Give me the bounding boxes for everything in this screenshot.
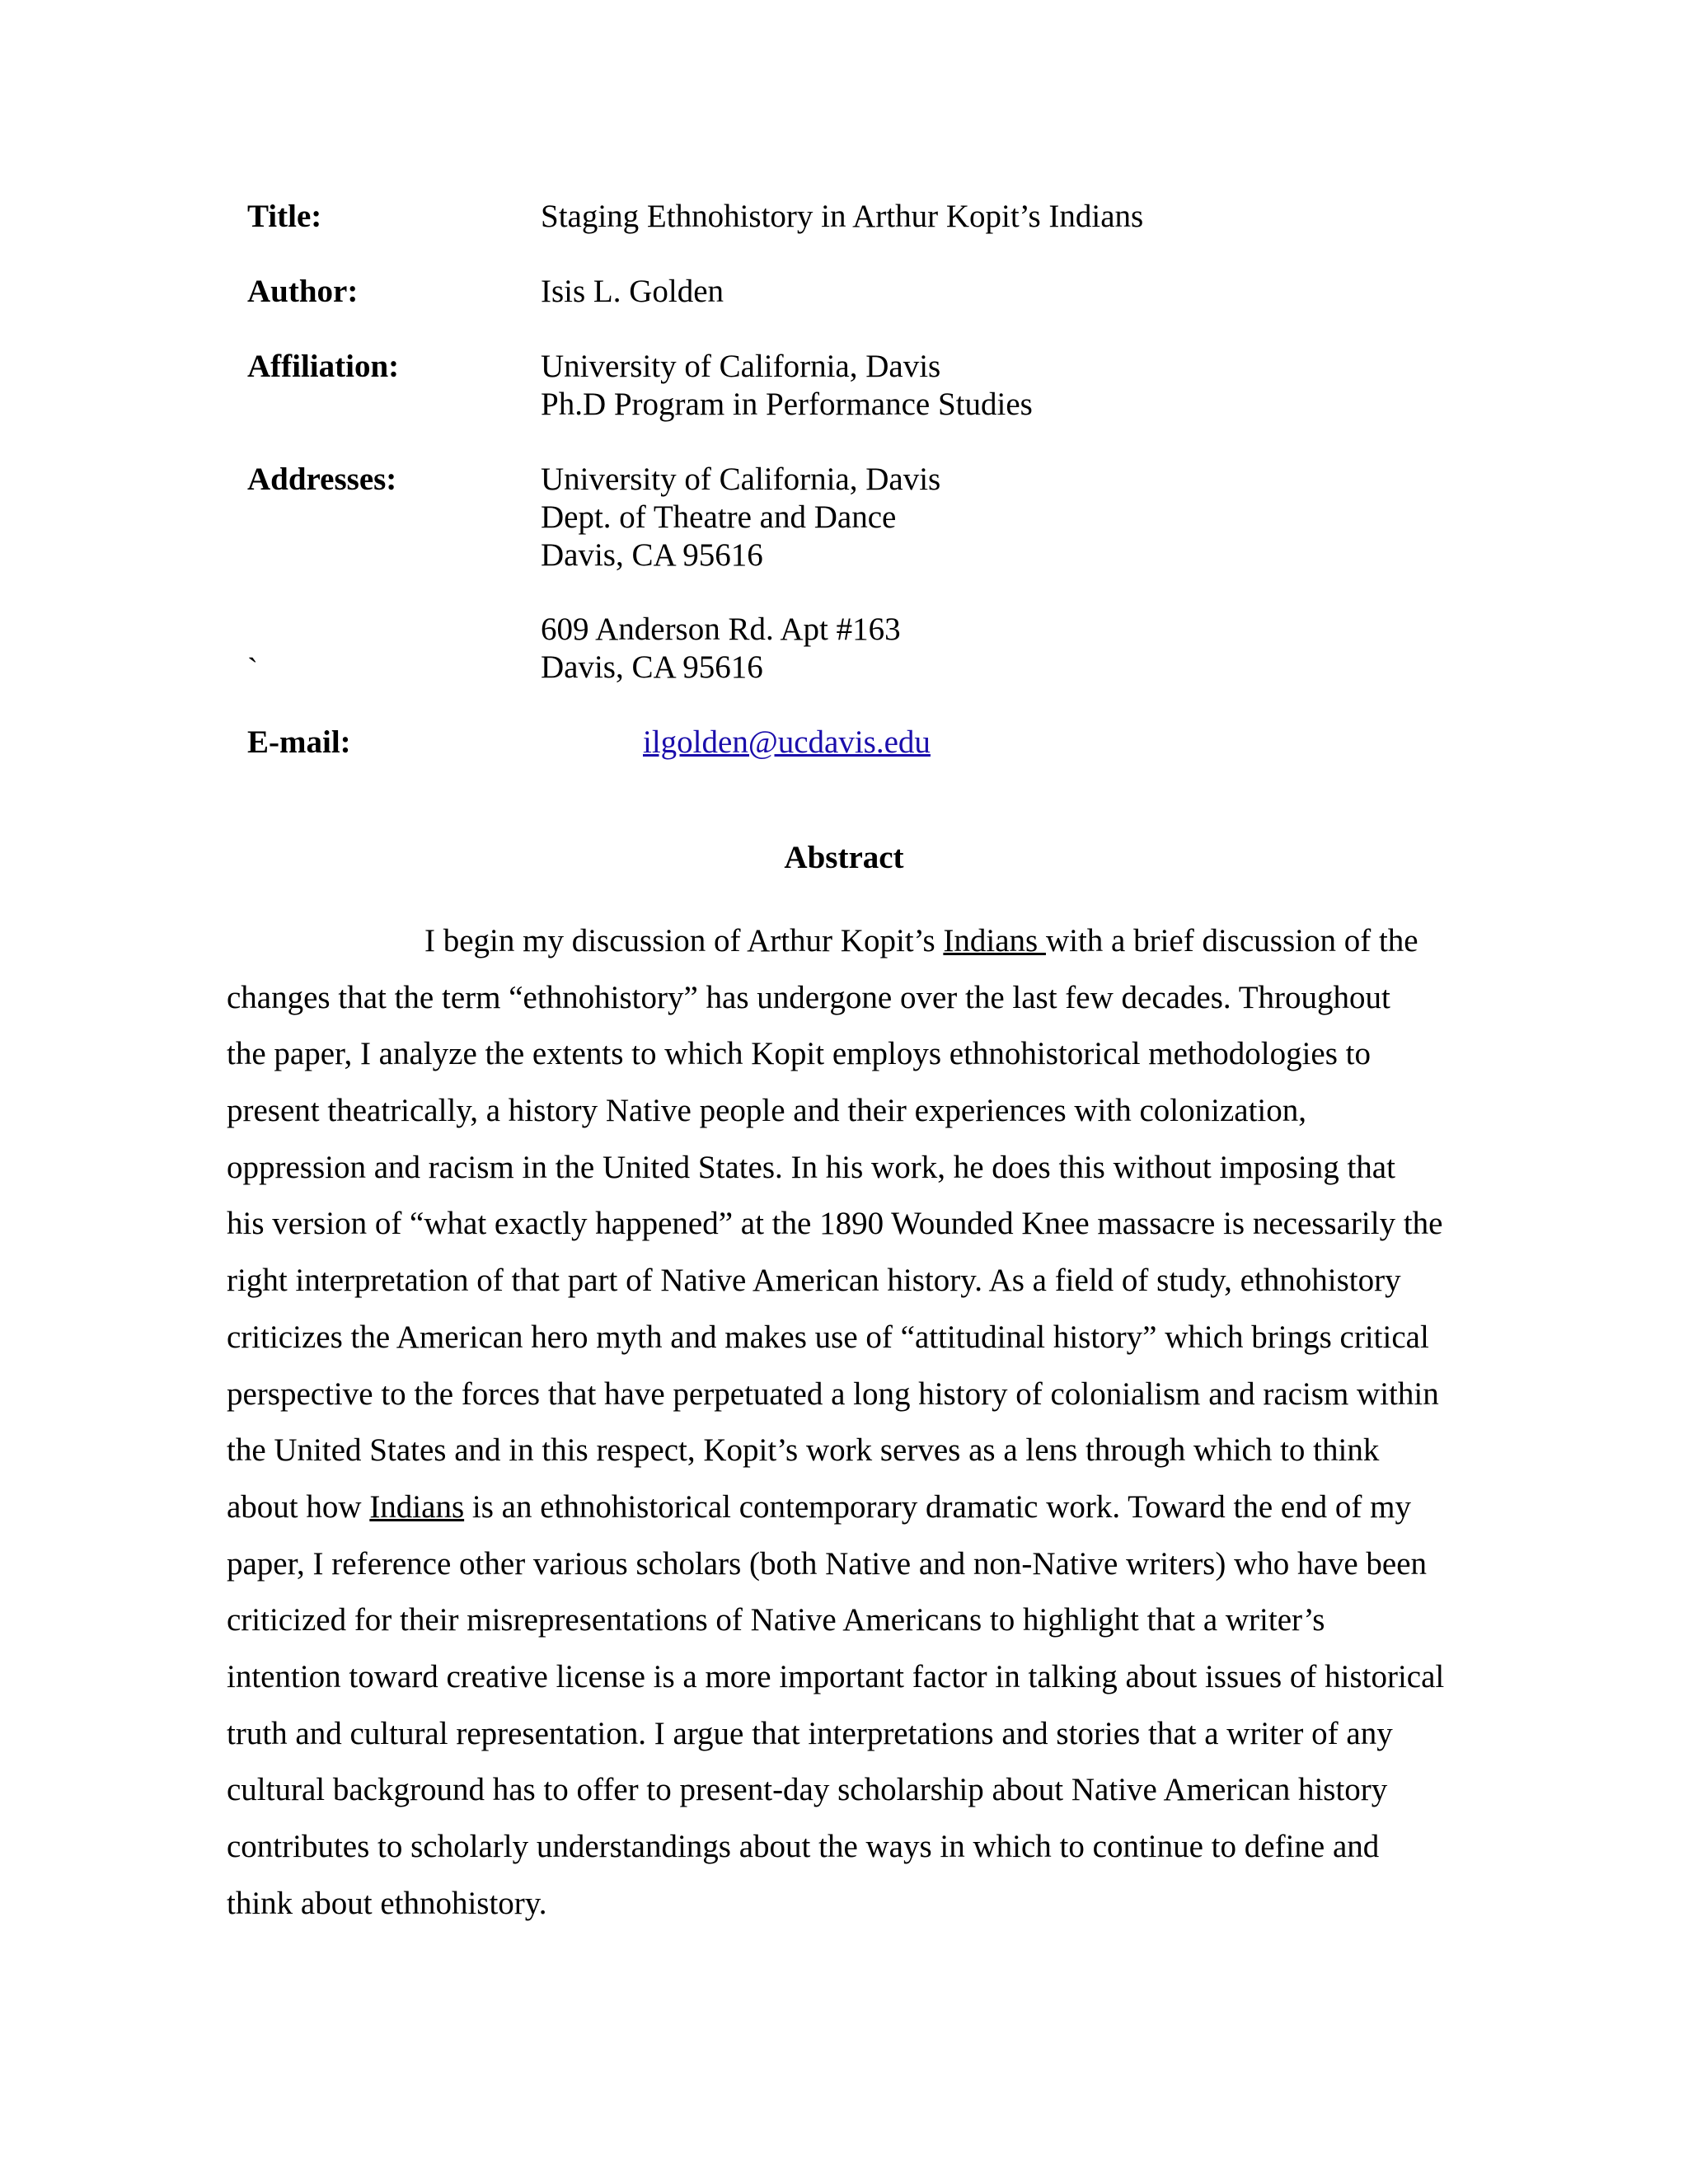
abstract-line: the paper, I analyze the extents to which Kopit employs ethnohistorical methodologies to	[227, 1036, 1372, 1072]
abstract-line: contributes to scholarly understandings about the ways in which to continue to define and	[227, 1829, 1380, 1864]
abstract-line: truth and cultural representation. I argue that interpretations and stories that a writer of any	[227, 1715, 1393, 1751]
abstract-line: his version of “what exactly happened” at the 1890 Wounded Knee massacre is necessarily the	[227, 1206, 1443, 1242]
abstract-line: paper, I reference other various scholars (both Native and non-Native writers) who have been	[227, 1545, 1428, 1582]
abstract-line: criticized for their misrepresentations of Native Americans to highlight that a writer’s	[227, 1602, 1325, 1638]
affiliation-value-block	[541, 348, 1033, 424]
abstract-line: intention toward creative license is a more important factor in talking about issues of historical	[227, 1658, 1445, 1694]
affiliation-label: Affiliation:	[247, 349, 400, 384]
addresses-label: Addresses:	[247, 462, 397, 497]
address-line: Davis, CA 95616	[541, 537, 763, 573]
author-value: Isis L. Golden	[541, 274, 724, 309]
title-label: Title:	[247, 199, 322, 234]
abstract-line: changes that the term “ethnohistory” has undergone over the last few decades. Throughout	[227, 979, 1390, 1015]
abstract-play-title: Indians	[369, 1488, 465, 1525]
address-line: Davis, CA 95616	[541, 649, 763, 685]
abstract-body	[227, 913, 1463, 1932]
abstract-line: right interpretation of that part of Native American history. As a field of study, ethnohistory	[227, 1263, 1401, 1299]
address-line: University of California, Davis	[541, 462, 941, 497]
author-label: Author:	[247, 274, 359, 309]
affiliation-line: University of California, Davis	[541, 349, 941, 384]
address-line: 609 Anderson Rd. Apt #163	[541, 612, 901, 647]
abstract-text: is an ethnohistorical contemporary dramatic work. Toward the end of my	[464, 1488, 1412, 1525]
author-value-block	[541, 273, 724, 311]
title-value: Staging Ethnohistory in Arthur Kopit’s Indians	[541, 199, 1144, 234]
address-block-2	[541, 611, 901, 687]
stray-backtick-mark: `	[247, 652, 258, 687]
address-line: Dept. of Theatre and Dance	[541, 499, 897, 535]
email-link[interactable]: ilgolden@ucdavis.edu	[643, 724, 931, 760]
abstract-line: the United States and in this respect, Kopit’s work serves as a lens through which to think	[227, 1432, 1380, 1469]
email-label: E-mail:	[247, 724, 351, 760]
abstract-line	[227, 1479, 1463, 1536]
abstract-play-title: Indians	[943, 923, 1046, 958]
abstract-text: about how	[227, 1488, 370, 1525]
title-value-block	[541, 198, 1143, 236]
abstract-heading: Abstract	[784, 840, 904, 875]
abstract-line: think about ethnohistory.	[227, 1885, 547, 1921]
abstract-line: present theatrically, a history Native people and their experiences with colonization,	[227, 1093, 1306, 1129]
abstract-line: perspective to the forces that have perpetuated a long history of colonialism and racism within	[227, 1376, 1439, 1412]
abstract-text: with a brief discussion of the	[1045, 923, 1418, 958]
abstract-line: cultural background has to offer to present-day scholarship about Native American history	[227, 1772, 1388, 1808]
address-block-1	[541, 461, 940, 574]
affiliation-line: Ph.D Program in Performance Studies	[541, 387, 1033, 422]
abstract-line	[227, 913, 1463, 970]
abstract-line: criticizes the American hero myth and makes use of “attitudinal history” which brings critical	[227, 1319, 1429, 1355]
abstract-text: I begin my discussion of Arthur Kopit’s	[424, 923, 944, 958]
abstract-line: oppression and racism in the United States. In his work, he does this without imposing that	[227, 1149, 1395, 1185]
